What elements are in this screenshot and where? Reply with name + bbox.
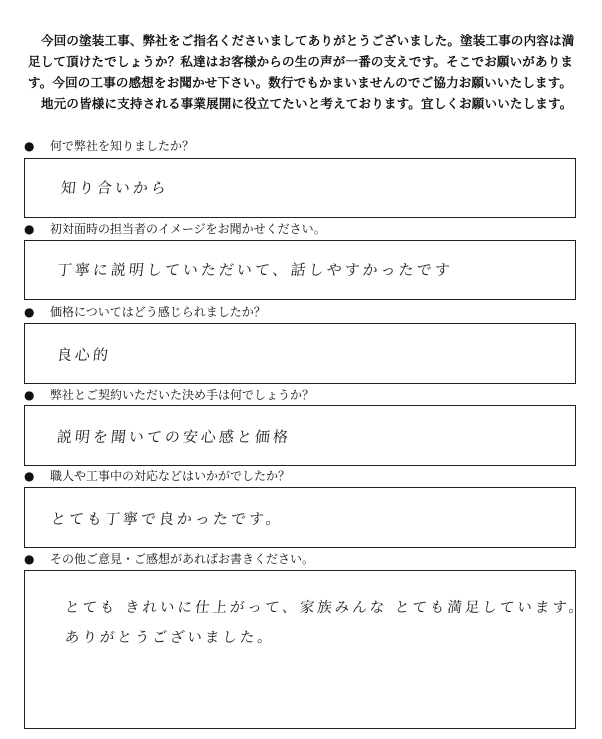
bullet-icon: ● xyxy=(24,222,35,236)
question-label: 初対面時の担当者のイメージをお聞かせください。 xyxy=(50,222,326,236)
intro-paragraph-1: 今回の塗装工事、弊社をご指名くださいましてありがとうございました。塗装工事の内容は満足して頂けたでしょうか？私達はお客様からの生の声が一番の支えです。そこでお願いがあります。今回の工事の感想をお聞かせ下さい。数行でもかまいませんのでご協力お願いいたします。 xyxy=(28,33,575,90)
question-2 xyxy=(24,220,326,237)
answer-text: 知り合いから xyxy=(60,179,170,197)
question-label: 職人や工事中の対応などはいかがでしたか？ xyxy=(50,469,291,483)
answer-text: 説明を聞いての安心感と価格 xyxy=(56,428,292,446)
answer-box-3 xyxy=(24,323,576,384)
bullet-icon: ● xyxy=(24,305,35,319)
question-6 xyxy=(24,550,314,567)
answer-box-4 xyxy=(24,405,576,466)
question-3 xyxy=(24,303,266,320)
bullet-icon: ● xyxy=(24,552,35,566)
answer-box-6 xyxy=(24,570,587,729)
question-label: 弊社とご契約いただいた決め手は何でしょうか？ xyxy=(50,388,315,402)
answer-text-line-2: ありがとうございました。 xyxy=(64,630,276,646)
question-5 xyxy=(24,467,290,484)
question-label: その他ご意見・ご感想があればお書きください。 xyxy=(50,552,315,566)
question-1 xyxy=(24,137,194,154)
bullet-icon: ● xyxy=(24,469,35,483)
intro-text xyxy=(28,30,584,114)
answer-box-1 xyxy=(24,158,576,218)
bullet-icon: ● xyxy=(24,388,35,402)
question-label: 価格についてはどう感じられましたか？ xyxy=(50,305,266,319)
answer-box-2 xyxy=(24,240,576,300)
answer-text: とても丁寧で良かったです。 xyxy=(50,510,285,528)
answer-text: 丁寧に説明していただいて、話しやすかったです xyxy=(56,261,454,279)
question-4 xyxy=(24,386,314,403)
answer-text-line-1: とても きれいに仕上がって、家族みんな とても満足しています。 xyxy=(64,600,587,616)
question-label: 何で弊社を知りましたか？ xyxy=(50,139,195,153)
intro-paragraph-2: 地元の皆様に支持される事業展開に役立てたいと考えております。宜しくお願いいたします。 xyxy=(41,96,573,111)
bullet-icon: ● xyxy=(24,139,35,153)
answer-text: 良心的 xyxy=(56,346,112,364)
answer-box-5 xyxy=(24,487,576,548)
